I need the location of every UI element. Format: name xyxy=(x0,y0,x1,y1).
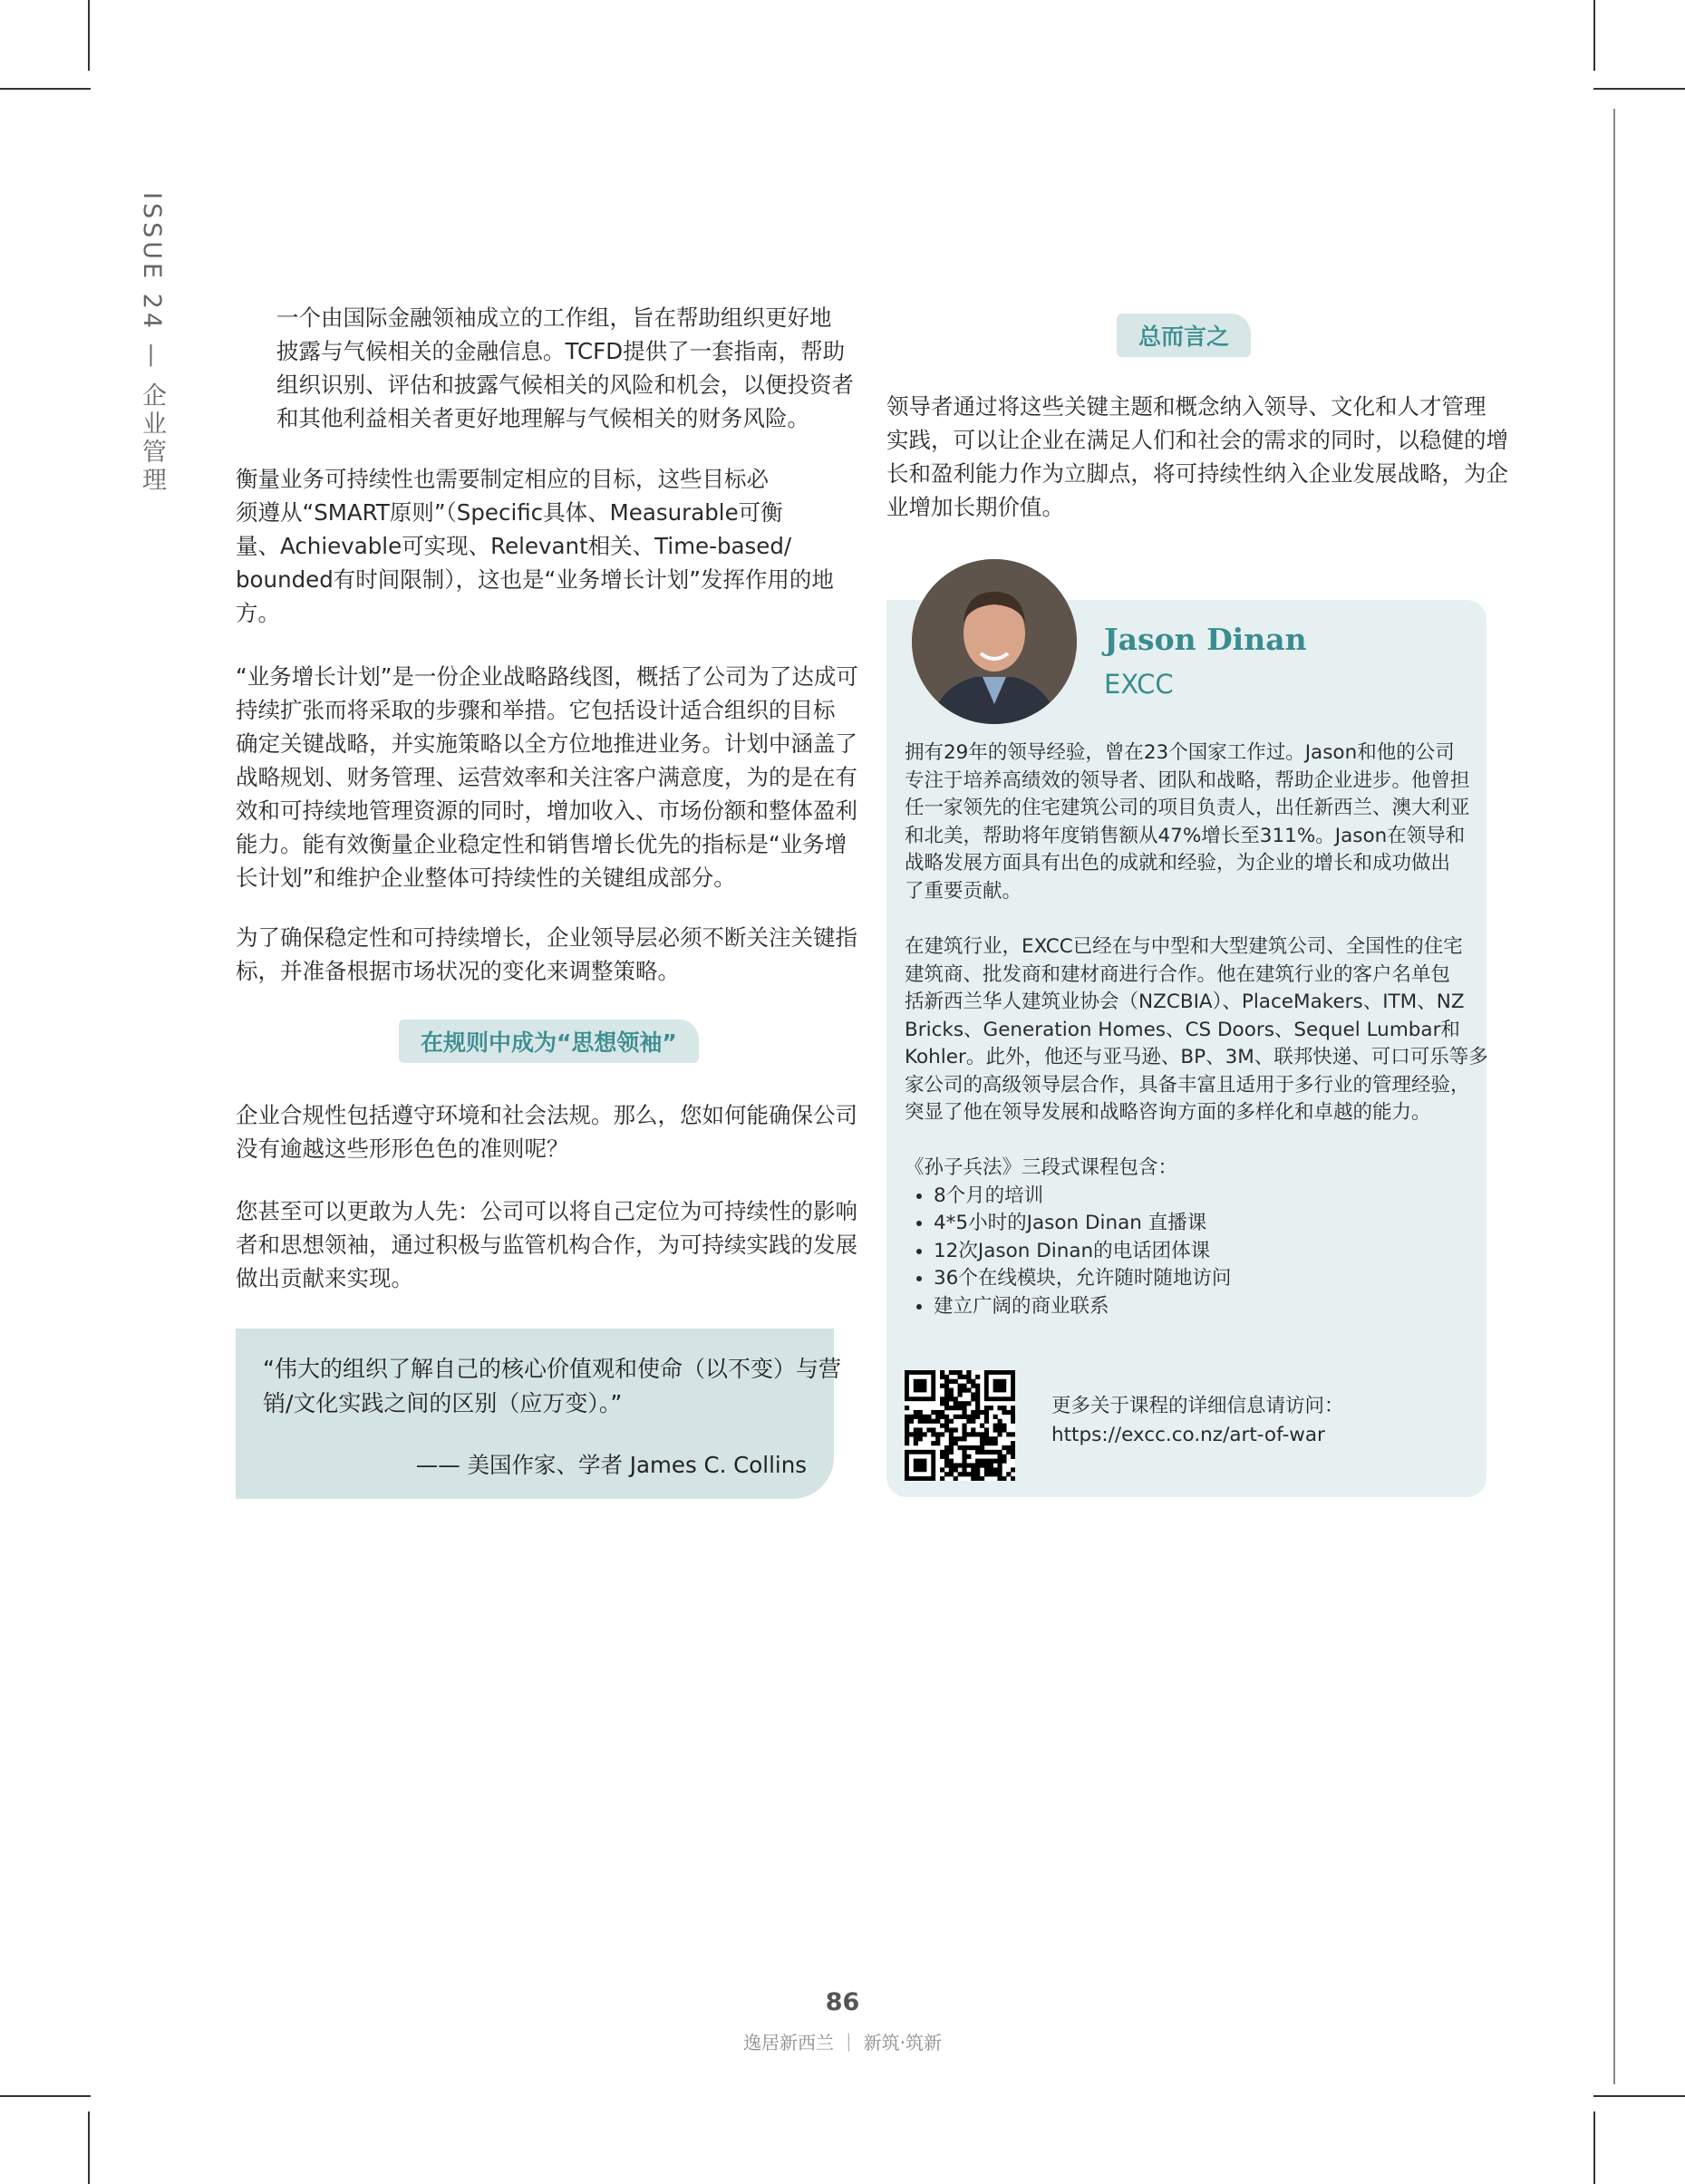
text-line: “业务增长计划”是一份企业战略路线图，概括了公司为了达成可 xyxy=(236,663,858,690)
text-line: 和北美，帮助将年度销售额从47%增长至311%。Jason在领导和 xyxy=(905,824,1466,847)
paragraph-compliance xyxy=(236,1098,857,1165)
quote-text xyxy=(263,1352,841,1421)
text-line: 领导者通过将这些关键主题和概念纳入领导、文化和人才管理 xyxy=(886,393,1486,420)
text-line: 长和盈利能力作为立脚点，将可持续性纳入企业发展战略，为企 xyxy=(886,460,1508,487)
profile-bio-1 xyxy=(905,739,1476,905)
intro-paragraph xyxy=(276,301,854,435)
crop-mark xyxy=(0,88,91,90)
course-item: • 8个月的培训 xyxy=(934,1183,1476,1211)
text-line: 须遵从“SMART原则”（Specific具体、Measurable可衡 xyxy=(236,499,783,526)
paragraph-growth-plan xyxy=(236,660,858,894)
paragraph-pioneer xyxy=(236,1194,857,1295)
text-line: 拥有29年的领导经验，曾在23个国家工作过。Jason和他的公司 xyxy=(905,741,1455,764)
issue-side-label: ISSUE 24 — 企业管理 xyxy=(138,192,166,496)
crop-mark xyxy=(88,2112,90,2184)
section-heading-summary: 总而言之 xyxy=(1117,314,1251,357)
text-line: 持续扩张而将采取的步骤和举措。它包括设计适合组织的目标 xyxy=(236,697,836,723)
quote-author: —— 美国作家、学者 James C. Collins xyxy=(415,1452,807,1478)
text-line: 业增加长期价值。 xyxy=(886,494,1064,520)
text-line: 了重要贡献。 xyxy=(905,879,1022,903)
text-line: 和其他利益相关者更好地理解与气候相关的财务风险。 xyxy=(276,405,809,431)
profile-name: Jason Dinan xyxy=(1104,622,1307,657)
text-line: 量、Achievable可实现、Relevant相关、Time-based/ xyxy=(236,533,792,559)
qr-code[interactable] xyxy=(905,1370,1015,1481)
text-line: 战略发展方面具有出色的成就和经验，为企业的增长和成功做出 xyxy=(905,852,1451,875)
paragraph-smart xyxy=(236,462,836,630)
text-line: 标，并准备根据市场状况的变化来调整策略。 xyxy=(236,958,680,984)
crop-mark xyxy=(1593,2112,1595,2184)
text-line: 做出贡献来实现。 xyxy=(236,1265,413,1291)
section-heading-thought-leader: 在规则中成为“思想领袖” xyxy=(399,1020,699,1063)
course-section xyxy=(905,1155,1476,1320)
crop-mark xyxy=(1593,0,1595,71)
profile-photo xyxy=(912,559,1077,724)
course-item: • 4*5小时的Jason Dinan 直播课 xyxy=(934,1210,1476,1238)
crop-mark xyxy=(1613,109,1615,2084)
text-line: 突显了他在领导发展和战略咨询方面的多样化和卓越的能力。 xyxy=(905,1101,1431,1124)
text-line: 衡量业务可持续性也需要制定相应的目标，这些目标必 xyxy=(236,466,769,492)
text-line: 建筑商、批发商和建材商进行合作。他在建筑行业的客户名单包 xyxy=(905,962,1451,986)
course-list xyxy=(905,1183,1476,1321)
text-line: 家公司的高级领导层合作，具备丰富且适用于多行业的管理经验， xyxy=(905,1073,1470,1097)
course-item: • 12次Jason Dinan的电话团体课 xyxy=(934,1238,1476,1266)
text-line: Kohler。此外，他还与亚马逊、BP、3M、联邦快递、可口可乐等多 xyxy=(905,1046,1488,1068)
text-line: 在建筑行业，EXCC已经在与中型和大型建筑公司、全国性的住宅 xyxy=(905,935,1463,958)
crop-mark xyxy=(1593,2095,1685,2097)
text-line: 方。 xyxy=(236,600,280,626)
text-line: 确定关键战略，并实施策略以全方位地推进业务。计划中涵盖了 xyxy=(236,730,857,757)
text-line: “伟大的组织了解自己的核心价值观和使命（以不变）与营 xyxy=(263,1356,841,1382)
course-item: • 36个在线模块，允许随时随地访问 xyxy=(934,1265,1476,1293)
text-line: 括新西兰华人建筑业协会（NZCBIA）、PlaceMakers、ITM、NZ xyxy=(905,991,1465,1013)
text-line: 者和思想领袖，通过积极与监管机构合作，为可持续实践的发展 xyxy=(236,1232,857,1258)
paragraph-stability xyxy=(236,921,857,988)
quote-box xyxy=(236,1329,841,1499)
text-line: 一个由国际金融领袖成立的工作组，旨在帮助组织更好地 xyxy=(276,304,832,331)
crop-mark xyxy=(88,0,90,71)
text-line: 效和可持续地管理资源的同时，增加收入、市场份额和整体盈利 xyxy=(236,797,857,824)
profile-company: EXCC xyxy=(1104,669,1174,700)
text-line: 实践，可以让企业在满足人们和社会的需求的同时，以稳健的增 xyxy=(886,427,1508,453)
text-line: 披露与气候相关的金融信息。TCFD提供了一套指南，帮助 xyxy=(276,338,846,364)
text-line: bounded有时间限制），这也是“业务增长计划”发挥作用的地 xyxy=(236,566,834,593)
text-line: 为了确保稳定性和可持续增长，企业领导层必须不断关注关键指 xyxy=(236,924,857,951)
text-line: Bricks、Generation Homes、CS Doors、Sequel Lumbar和 xyxy=(905,1018,1460,1041)
text-line: 没有逾越这些形形色色的准则呢？ xyxy=(236,1135,569,1162)
text-line: 长计划”和维护企业整体可持续性的关键组成部分。 xyxy=(236,865,736,891)
more-info-block xyxy=(1051,1392,1344,1450)
course-item: • 建立广阔的商业联系 xyxy=(934,1293,1476,1321)
text-line: 您甚至可以更敢为人先：公司可以将自己定位为可持续性的影响 xyxy=(236,1198,857,1224)
course-intro: 《孙子兵法》三段式课程包含： xyxy=(905,1156,1178,1179)
crop-mark xyxy=(1593,88,1685,90)
profile-bio-2 xyxy=(905,933,1488,1127)
paragraph-summary xyxy=(886,390,1508,524)
course-url-link[interactable]: https://excc.co.nz/art-of-war xyxy=(1051,1424,1325,1446)
text-line: 战略规划、财务管理、运营效率和关注客户满意度，为的是在有 xyxy=(236,764,857,790)
text-line: 专注于培养高绩效的领导者、团队和战略，帮助企业进步。他曾担 xyxy=(905,768,1470,792)
page-footer: 逸居新西兰 ｜ 新筑·筑新 xyxy=(742,2032,943,2054)
text-line: 任一家领先的住宅建筑公司的项目负责人，出任新西兰、澳大利亚 xyxy=(905,797,1470,819)
text-line: 销/文化实践之间的区别（应万变）。” xyxy=(263,1390,623,1416)
more-info-label: 更多关于课程的详细信息请访问： xyxy=(1051,1395,1344,1417)
page-number: 86 xyxy=(825,1988,860,2016)
text-line: 企业合规性包括遵守环境和社会法规。那么，您如何能确保公司 xyxy=(236,1102,857,1128)
crop-mark xyxy=(0,2095,91,2097)
text-line: 组织识别、评估和披露气候相关的风险和机会，以便投资者 xyxy=(276,372,854,398)
text-line: 能力。能有效衡量企业稳定性和销售增长优先的指标是“业务增 xyxy=(236,831,847,857)
